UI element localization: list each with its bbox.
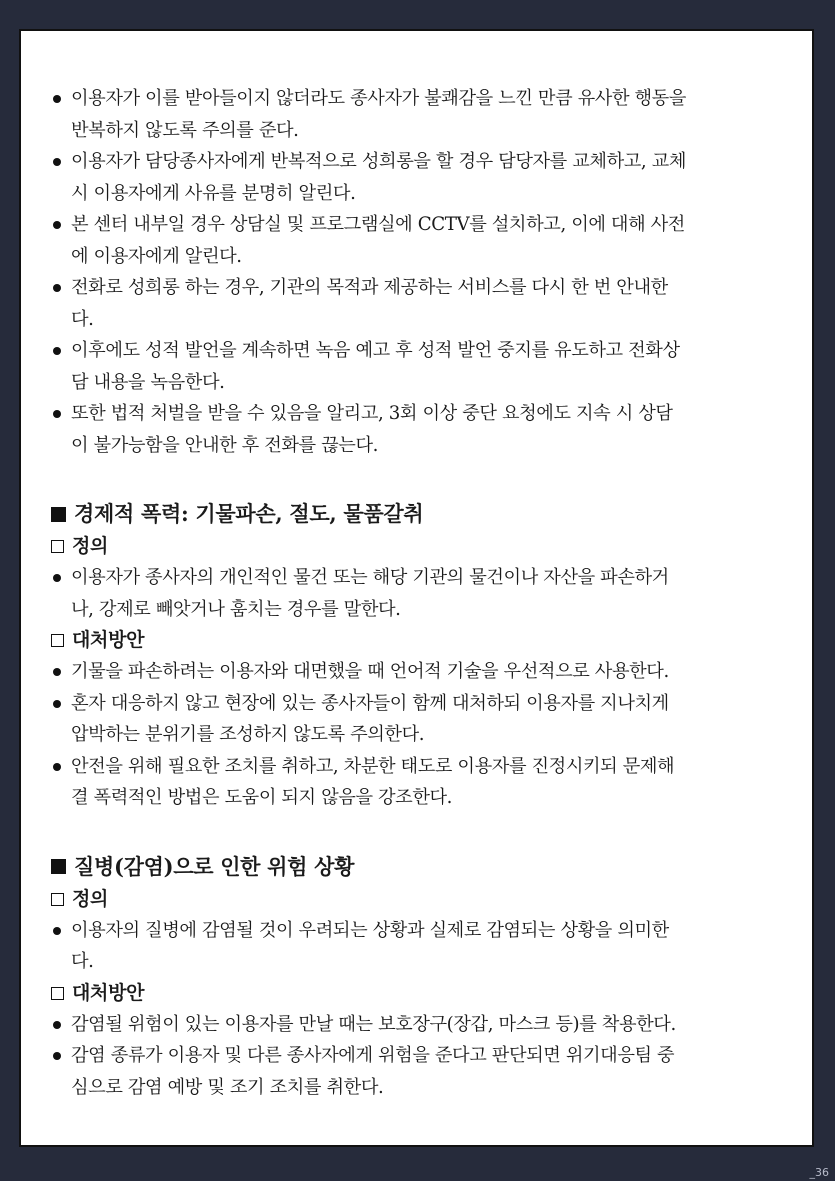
list-item: 감염될 위험이 있는 이용자를 만날 때는 보호장구(장갑, 마스크 등)를 착용한다. [49, 1009, 794, 1041]
bullet-dot-icon [53, 1021, 61, 1029]
empty-square-icon [51, 540, 64, 553]
bullet-dot-icon [53, 700, 61, 708]
list-item: 또한 법적 처벌을 받을 수 있음을 알리고, 3회 이상 중단 요청에도 지속 시 상담 이 불가능함을 안내한 후 전화를 끊는다. [49, 398, 794, 461]
list-item: 이용자가 이를 받아들이지 않더라도 종사자가 불쾌감을 느낀 만큼 유사한 행동을 반복하지 않도록 주의를 준다. [49, 83, 794, 146]
bullet-dot-icon [53, 95, 61, 103]
bullet-dot-icon [53, 1052, 61, 1060]
bullet-dot-icon [53, 410, 61, 418]
list-item: 혼자 대응하지 않고 현장에 있는 종사자들이 함께 대처하되 이용자를 지나치게 압박하는 분위기를 조성하지 않도록 주의한다. [49, 688, 794, 751]
page-content [49, 83, 794, 1103]
list-item: 본 센터 내부일 경우 상담실 및 프로그램실에 CCTV를 설치하고, 이에 대해 사전 에 이용자에게 알린다. [49, 209, 794, 272]
subheading-definition: 정의 [49, 884, 794, 915]
page-number: _36 [809, 1166, 829, 1179]
subheading-definition: 정의 [49, 531, 794, 562]
bullet-list-harassment-measures [49, 83, 794, 461]
list-item: 이용자가 담당종사자에게 반복적으로 성희롱을 할 경우 담당자를 교체하고, 교체 시 이용자에게 사유를 분명히 알린다. [49, 146, 794, 209]
list-item: 감염 종류가 이용자 및 다른 종사자에게 위험을 준다고 판단되면 위기대응팀 중 심으로 감염 예방 및 조기 조치를 취한다. [49, 1040, 794, 1103]
empty-square-icon [51, 634, 64, 647]
subheading-measures: 대처방안 [49, 978, 794, 1009]
filled-square-icon [51, 507, 66, 522]
bullet-dot-icon [53, 158, 61, 166]
list-item: 전화로 성희롱 하는 경우, 기관의 목적과 제공하는 서비스를 다시 한 번 안내한 다. [49, 272, 794, 335]
subheading-measures: 대처방안 [49, 625, 794, 656]
bullet-dot-icon [53, 927, 61, 935]
empty-square-icon [51, 893, 64, 906]
empty-square-icon [51, 987, 64, 1000]
section-heading-infection-risk: 질병(감염)으로 인한 위험 상황 [49, 850, 794, 884]
bullet-dot-icon [53, 574, 61, 582]
bullet-dot-icon [53, 284, 61, 292]
filled-square-icon [51, 859, 66, 874]
list-item: 기물을 파손하려는 이용자와 대면했을 때 언어적 기술을 우선적으로 사용한다. [49, 656, 794, 688]
section-heading-economic-violence: 경제적 폭력: 기물파손, 절도, 물품갈취 [49, 497, 794, 531]
list-item: 이후에도 성적 발언을 계속하면 녹음 예고 후 성적 발언 중지를 유도하고 전화상 담 내용을 녹음한다. [49, 335, 794, 398]
document-page [19, 29, 814, 1147]
list-item: 이용자가 종사자의 개인적인 물건 또는 해당 기관의 물건이나 자산을 파손하거 나, 강제로 빼앗거나 훔치는 경우를 말한다. [49, 562, 794, 625]
bullet-dot-icon [53, 763, 61, 771]
bullet-dot-icon [53, 347, 61, 355]
bullet-dot-icon [53, 221, 61, 229]
list-item: 이용자의 질병에 감염될 것이 우려되는 상황과 실제로 감염되는 상황을 의미한 다. [49, 915, 794, 978]
bullet-dot-icon [53, 668, 61, 676]
list-item: 안전을 위해 필요한 조치를 취하고, 차분한 태도로 이용자를 진정시키되 문제해 결 폭력적인 방법은 도움이 되지 않음을 강조한다. [49, 751, 794, 814]
